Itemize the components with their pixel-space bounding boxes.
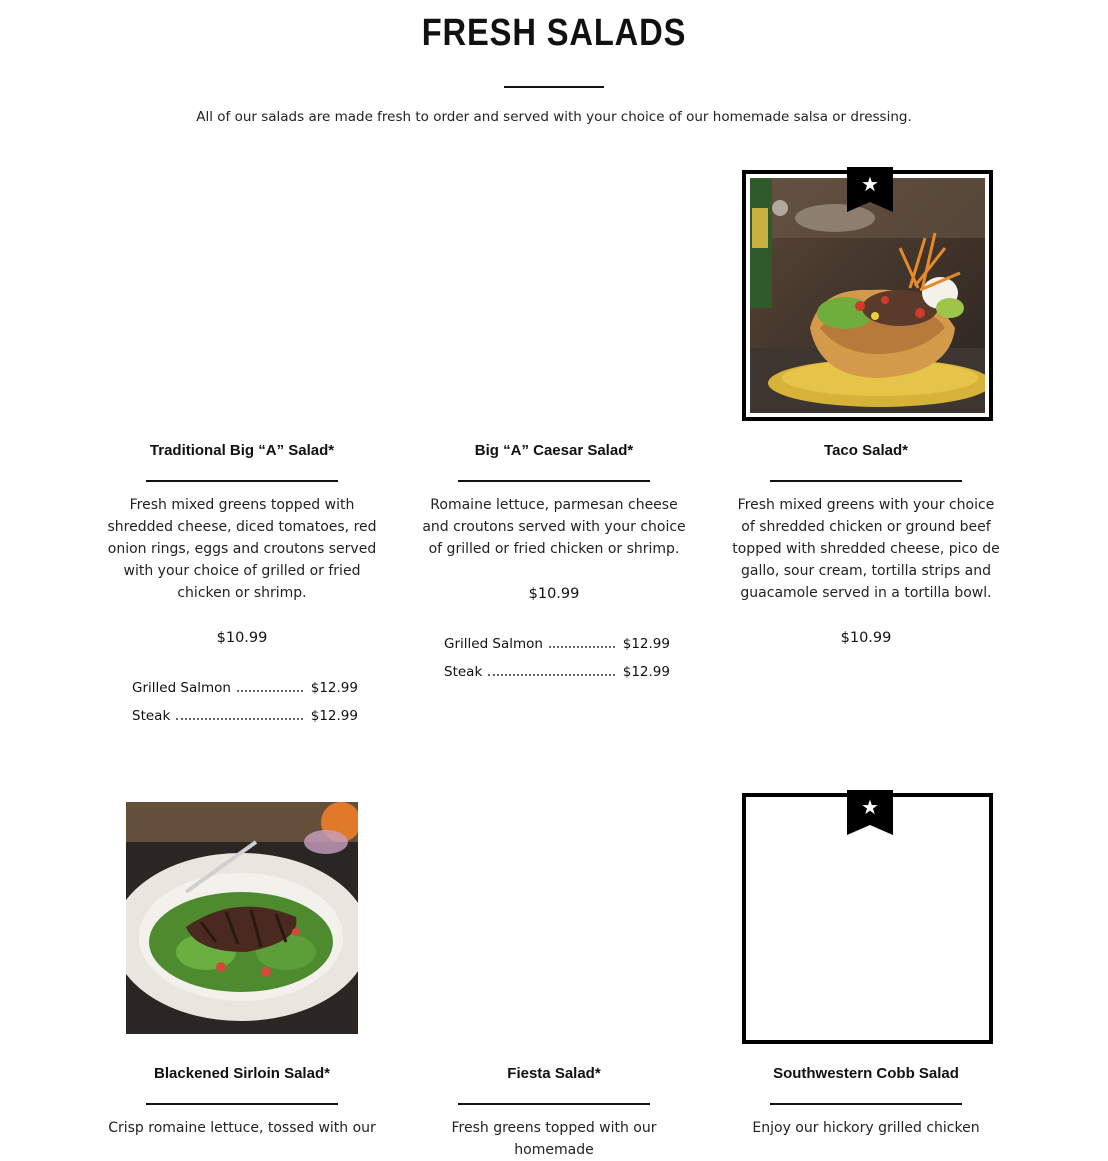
addon-price: $12.99 — [310, 680, 358, 696]
cobb-salad-photo-placeholder[interactable] — [750, 801, 985, 1036]
addon-grilled-salmon — [132, 676, 358, 696]
name-divider — [458, 1103, 650, 1105]
salad-description: Fresh greens topped with our homemade — [451, 1120, 657, 1158]
addon-steak — [444, 660, 670, 680]
taco-salad-photo[interactable] — [750, 178, 985, 413]
name-divider — [146, 1103, 338, 1105]
sirloin-salad-photo[interactable] — [126, 802, 358, 1034]
addon-label: Steak — [444, 664, 483, 680]
addon-label: Steak — [132, 708, 171, 724]
leader-dots — [176, 718, 302, 720]
addon-price: $12.99 — [622, 636, 670, 652]
svg-text:★: ★ — [861, 795, 879, 819]
leader-dots — [237, 690, 303, 692]
name-divider — [770, 480, 962, 482]
svg-text:★: ★ — [861, 172, 879, 196]
page-title: FRESH SALADS — [421, 12, 687, 54]
salad-name: Blackened Sirloin Salad* — [154, 1065, 330, 1082]
title-divider — [504, 86, 604, 88]
star-ribbon-icon — [847, 167, 893, 212]
salad-description: Enjoy our hickory grilled chicken — [752, 1120, 980, 1136]
addon-label: Grilled Salmon — [132, 680, 231, 696]
addon-price: $12.99 — [622, 664, 670, 680]
name-divider — [146, 480, 338, 482]
leader-dots — [488, 674, 614, 676]
addon-steak — [132, 704, 358, 724]
salad-price: $10.99 — [528, 586, 580, 602]
salad-name: Fiesta Salad* — [507, 1065, 601, 1082]
intro-text: All of our salads are made fresh to order and served with your choice of our homemade salsa or dressing. — [196, 109, 912, 125]
salad-photo-frame — [742, 793, 993, 1044]
salad-photo-frame — [742, 170, 993, 421]
salad-name: Southwestern Cobb Salad — [773, 1065, 959, 1082]
addon-grilled-salmon — [444, 632, 670, 652]
salad-name: Traditional Big “A” Salad* — [149, 442, 335, 459]
addon-price: $12.99 — [310, 708, 358, 724]
leader-dots — [549, 646, 615, 648]
addon-label: Grilled Salmon — [444, 636, 543, 652]
salad-name: Taco Salad* — [824, 442, 908, 459]
salad-description: Fresh mixed greens topped with shredded cheese, diced tomatoes, red onion rings, eggs and croutons served with your choice of grilled or fried chicken or shrimp. — [107, 497, 377, 601]
star-ribbon-icon — [847, 790, 893, 835]
salad-description: Crisp romaine lettuce, tossed with our — [108, 1120, 376, 1136]
salad-description: Fresh mixed greens with your choice of shredded chicken or ground beef topped with shredded cheese, pico de gallo, sour cream, tortilla strips and guacamole served in a tortilla bowl. — [732, 497, 1000, 601]
name-divider — [770, 1103, 962, 1105]
salad-price: $10.99 — [216, 630, 268, 646]
salad-price: $10.99 — [840, 630, 892, 646]
salad-name: Big “A” Caesar Salad* — [474, 442, 634, 459]
name-divider — [458, 480, 650, 482]
salad-description: Romaine lettuce, parmesan cheese and croutons served with your choice of grilled or fried chicken or shrimp. — [422, 497, 686, 557]
